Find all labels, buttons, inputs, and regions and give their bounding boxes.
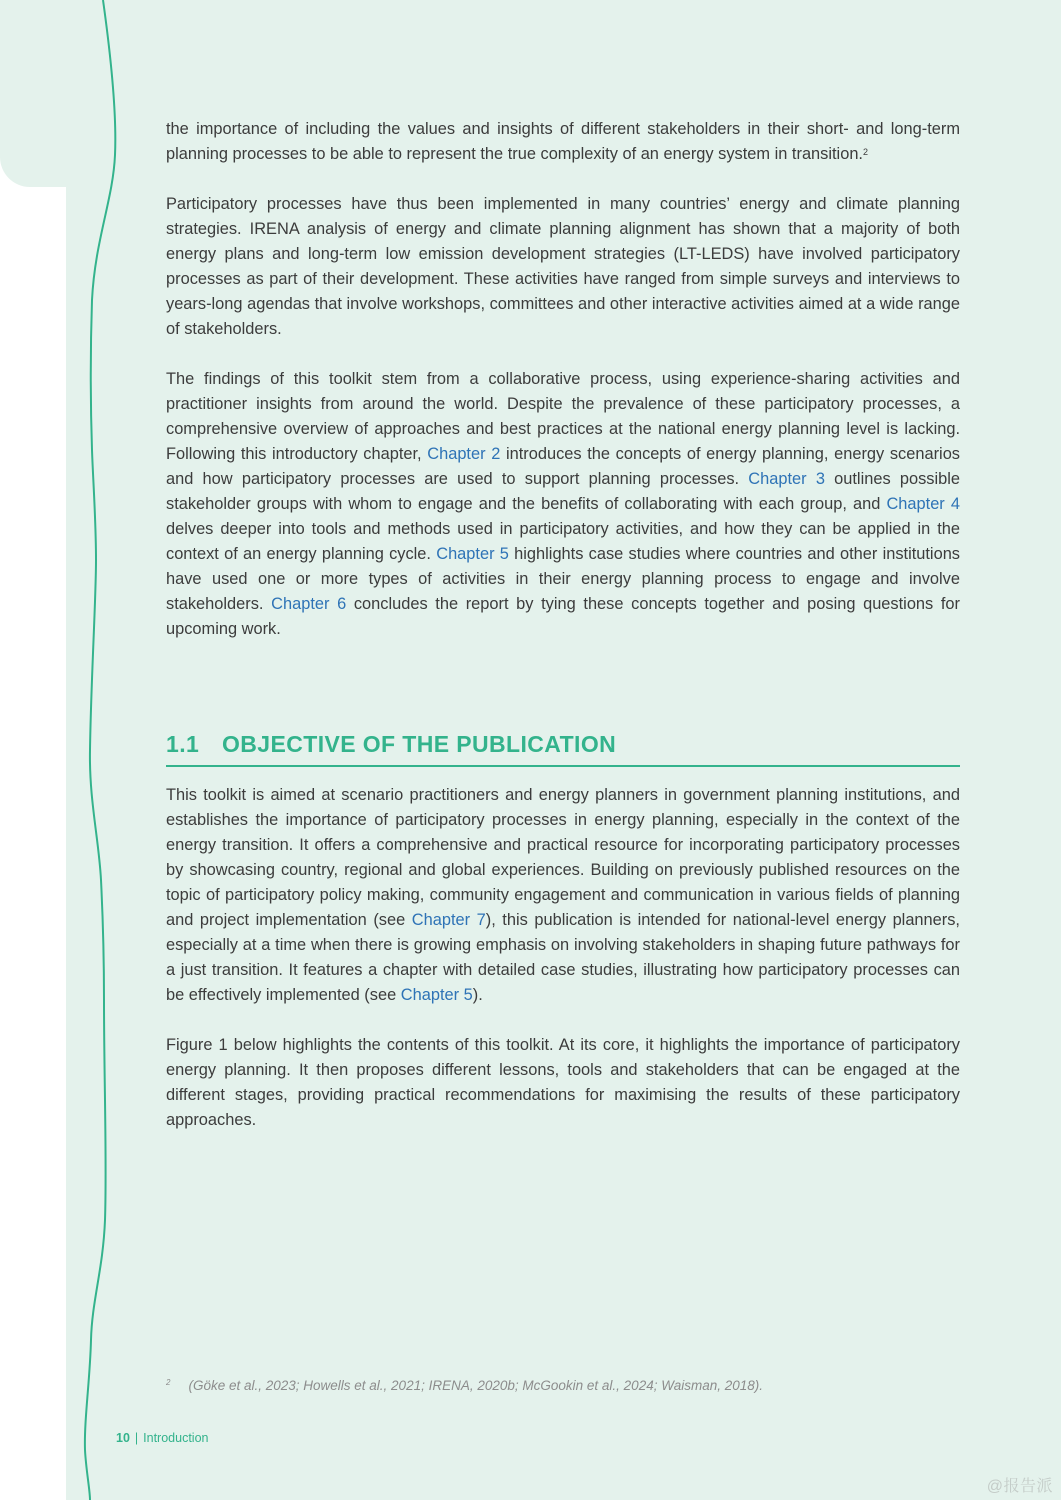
page-number: 10	[116, 1431, 130, 1445]
paragraph-figure-description: Figure 1 below highlights the contents of this toolkit. At its core, it highlights the importance of participatory energy planning. It then proposes different lessons, tools and stakeholders that can be engaged at the different stages, providing practical recommendations for maximising the results of these participatory approaches.	[166, 1036, 960, 1129]
paragraph-toolkit-findings: The findings of this toolkit stem from a collaborative process, using experience-sharing activities and practitioner insights from around the world. Despite the prevalence of these participatory processes, a comprehensive overview of approaches and best practices at the national energy planning level is lacking. Following this introductory chapter, Chapter 2 introduces the concepts of energy planning, energy scenarios and how participatory processes are used to support planning processes. Chapter 3 outlines possible stakeholder groups with whom to engage and the benefits of collaborating with each group, and Chapter 4 delves deeper into tools and methods used in participatory activities, and how they can be applied in the context of an energy planning cycle. Chapter 5 highlights case studies where countries and other institutions have used one or more types of activities in their energy planning process to engage and involve stakeholders. Chapter 6 concludes the report by tying these concepts together and posing questions for upcoming work.	[166, 370, 961, 638]
link-chapter-2[interactable]: Chapter 2	[427, 445, 501, 463]
footnote-number: 2	[166, 1378, 171, 1387]
link-chapter-6[interactable]: Chapter 6	[271, 595, 347, 613]
link-chapter-5[interactable]: Chapter 5	[436, 545, 509, 563]
page-footer	[116, 1431, 208, 1445]
footnote	[166, 1378, 763, 1393]
section-heading	[166, 732, 960, 767]
footnote-text: (Göke et al., 2023; Howells et al., 2021; IRENA, 2020b; McGookin et al., 2024; Waisman, 2018).	[188, 1378, 764, 1393]
link-chapter-3[interactable]: Chapter 3	[748, 470, 825, 488]
footer-section-label: Introduction	[143, 1431, 209, 1445]
section-title: OBJECTIVE OF THE PUBLICATION	[222, 731, 617, 757]
paragraph-intro-continued: the importance of including the values and insights of different stakeholders in their short- and long-term planning processes to be able to represent the true complexity of an energy system in transition.$^2$	[166, 120, 960, 163]
link-chapter-5-case-studies[interactable]: Chapter 5	[400, 986, 473, 1004]
paragraph-objective: This toolkit is aimed at scenario practitioners and energy planners in government planning institutions, and establishes the importance of participatory processes in energy planning, especially in the context of the energy transition. It offers a comprehensive and practical resource for incorporating participatory processes by showcasing country, regional and global experiences. Building on previously published resources on the topic of participatory policy making, community engagement and communication in various fields of planning and project implementation (see Chapter 7), this publication is intended for national-level energy planners, especially at a time when there is growing emphasis on involving stakeholders in shaping future pathways for a just transition. It features a chapter with detailed case studies, illustrating how participatory processes can be effectively implemented (see Chapter 5).	[166, 786, 960, 1004]
footnote-reference[interactable]: 2	[863, 147, 869, 157]
footer-separator: |	[134, 1431, 139, 1445]
watermark: @报告派	[986, 1478, 1053, 1495]
main-content	[166, 117, 960, 1158]
link-chapter-4[interactable]: Chapter 4	[886, 495, 960, 513]
section-number: 1.1	[166, 731, 200, 757]
link-chapter-7[interactable]: Chapter 7	[411, 911, 486, 929]
paragraph-participatory-processes: Participatory processes have thus been implemented in many countries’ energy and climate planning strategies. IRENA analysis of energy and climate planning alignment has shown that a majority of both energy plans and long-term low emission development strategies (LT-LEDS) have involved participatory processes as part of their development. These activities have ranged from simple surveys and interviews to years-long agendas that involve workshops, committees and other interactive activities aimed at a wide range of stakeholders.	[166, 195, 960, 338]
